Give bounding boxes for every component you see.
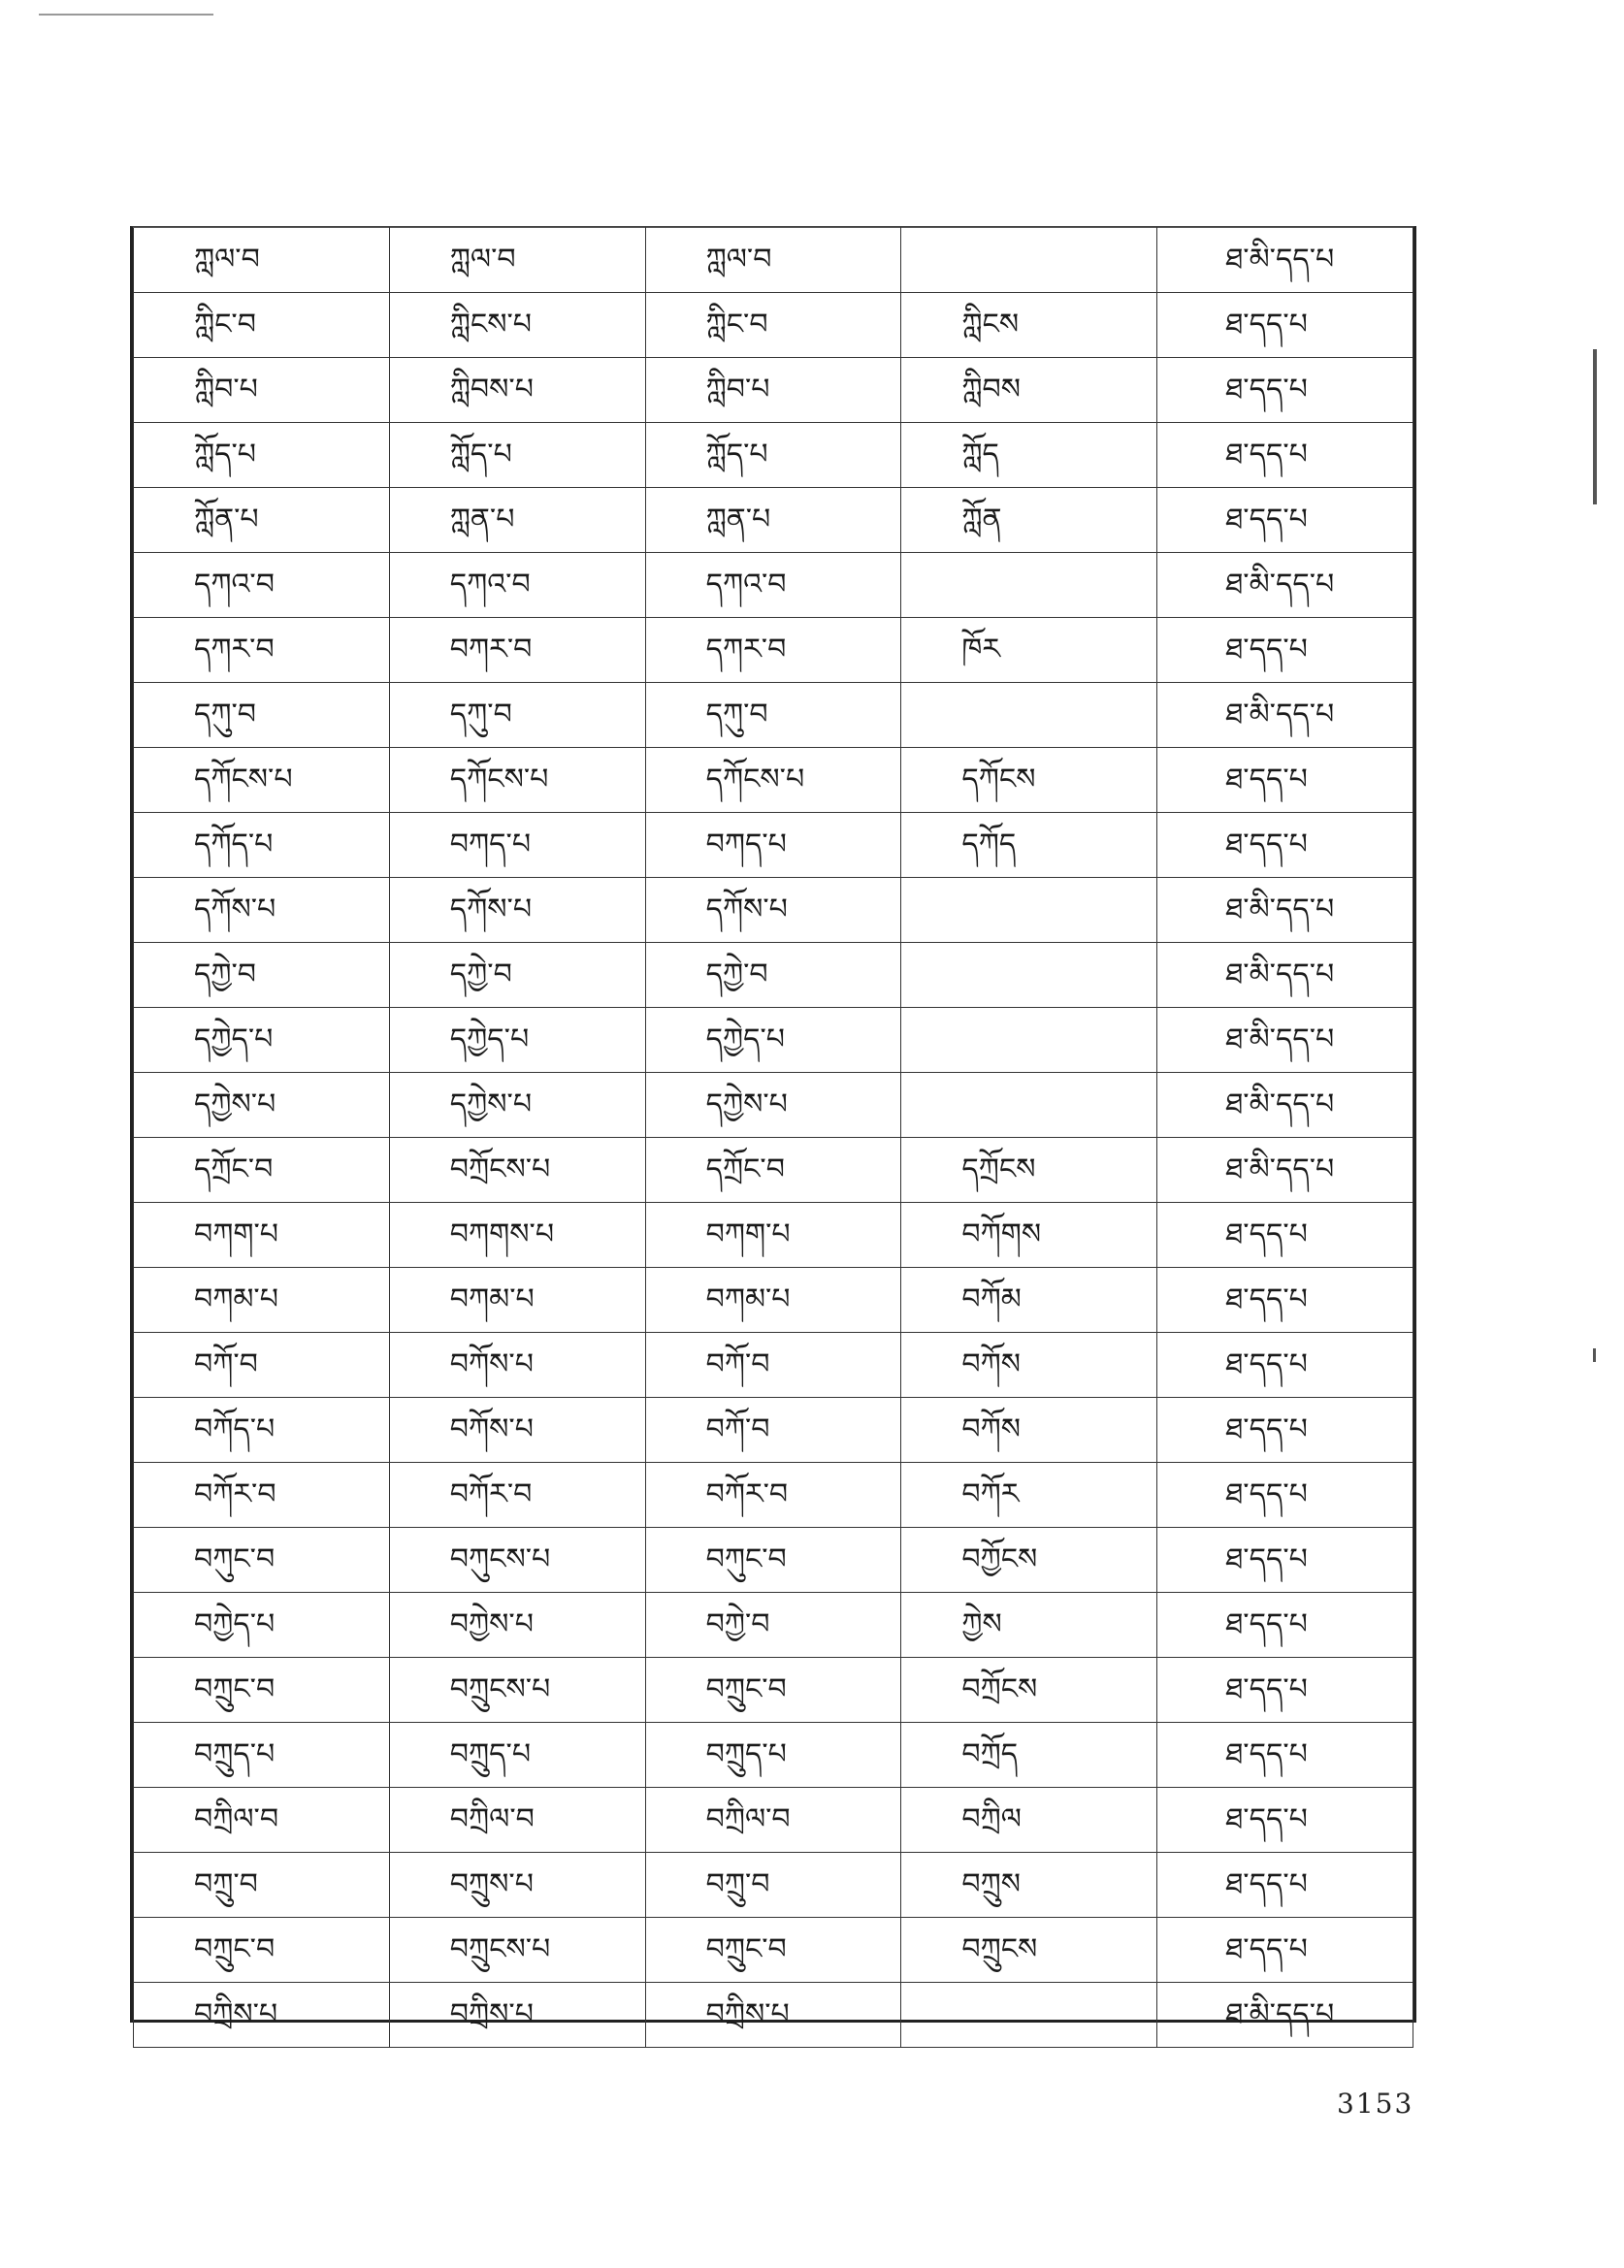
table-cell <box>901 1983 1157 2048</box>
table-cell: བཀྱེད་པ <box>134 1593 390 1658</box>
table-cell: དཀོས་པ <box>134 878 390 943</box>
table-cell: ཐ་མི་དད་པ <box>1157 1138 1413 1203</box>
table-cell: དཀོངས་པ <box>134 748 390 813</box>
table-cell: བཀྲུང་བ <box>134 1918 390 1983</box>
table-cell: ཐ་དད་པ <box>1157 813 1413 878</box>
table-cell: བཀྲིལ་བ <box>134 1788 390 1853</box>
table-cell <box>901 943 1157 1008</box>
table-cell: དཀྱེད་པ <box>389 1008 645 1073</box>
table-cell: དཀྱེད་པ <box>645 1008 901 1073</box>
table-cell: ཐ་མི་དད་པ <box>1157 1073 1413 1138</box>
table-cell: བཀྲུ་བ <box>645 1853 901 1918</box>
table-cell: བཀྲུང་བ <box>645 1918 901 1983</box>
table-cell: བཀར་བ <box>389 618 645 683</box>
table-row <box>134 1008 1413 1073</box>
table-cell: ཐ་མི་དད་པ <box>1157 553 1413 618</box>
table-row <box>134 228 1413 293</box>
table-cell: བཀོ་བ <box>134 1333 390 1398</box>
table-cell: བཀག་པ <box>645 1203 901 1268</box>
table-cell: དཀར་བ <box>645 618 901 683</box>
table-cell: བཀོས <box>901 1333 1157 1398</box>
verb-table <box>133 227 1413 2048</box>
table-cell: ཀླིང་བ <box>645 293 901 358</box>
table-cell: བཀག་པ <box>134 1203 390 1268</box>
table-cell: ཐ་མི་དད་པ <box>1157 228 1413 293</box>
table-cell: དཀོས་པ <box>389 878 645 943</box>
table-row <box>134 1463 1413 1528</box>
table-cell: ཐ་དད་པ <box>1157 488 1413 553</box>
table-cell: དཀུ་བ <box>645 683 901 748</box>
table-cell: བཀོར་བ <box>134 1463 390 1528</box>
table-cell: བཀྲོངས <box>901 1658 1157 1723</box>
table-cell: བཀོས <box>901 1398 1157 1463</box>
table-cell: བཀོར་བ <box>389 1463 645 1528</box>
table-cell: བཀྲོད <box>901 1723 1157 1788</box>
table-cell: དཀྱེས་པ <box>645 1073 901 1138</box>
table-cell: ཐ་དད་པ <box>1157 748 1413 813</box>
table-cell: ཀླལ་བ <box>645 228 901 293</box>
table-row <box>134 488 1413 553</box>
table-cell: ཀླལ་བ <box>134 228 390 293</box>
table-row <box>134 1723 1413 1788</box>
table-cell: བཀྲུངས <box>901 1918 1157 1983</box>
table-cell: དཀྱེད་པ <box>134 1008 390 1073</box>
table-cell: བཀོད་པ <box>134 1398 390 1463</box>
table-cell: ཀླིབ་པ <box>134 358 390 423</box>
table-cell: བཀྲུངས་པ <box>389 1658 645 1723</box>
table-cell: བཀྲུངས་པ <box>389 1918 645 1983</box>
table-cell: བཀྱེ་བ <box>645 1593 901 1658</box>
table-row <box>134 1073 1413 1138</box>
table-cell: ཐ་དད་པ <box>1157 1463 1413 1528</box>
table-cell: ཐ་དད་པ <box>1157 1398 1413 1463</box>
table-row <box>134 1593 1413 1658</box>
table-cell: དཀུ་བ <box>389 683 645 748</box>
table-cell: དཀར་བ <box>134 618 390 683</box>
table-cell: དཀོད <box>901 813 1157 878</box>
table-row <box>134 1788 1413 1853</box>
table-cell: ཐ་དད་པ <box>1157 1723 1413 1788</box>
table-cell: བཀྲུས <box>901 1853 1157 1918</box>
table-cell <box>901 878 1157 943</box>
table-cell: ཐ་དད་པ <box>1157 1203 1413 1268</box>
table-row <box>134 1658 1413 1723</box>
verb-table-body <box>134 228 1413 2048</box>
table-cell: བཀོགས <box>901 1203 1157 1268</box>
table-cell: ཀྱེས <box>901 1593 1157 1658</box>
table-cell: ཐ་དད་པ <box>1157 1593 1413 1658</box>
table-row <box>134 878 1413 943</box>
table-cell: དཀའ་བ <box>389 553 645 618</box>
table-cell: བཀུང་བ <box>645 1528 901 1593</box>
table-row <box>134 1333 1413 1398</box>
table-cell: ཀློན <box>901 488 1157 553</box>
table-cell: ཐ་དད་པ <box>1157 618 1413 683</box>
table-cell: བཀོས་པ <box>389 1333 645 1398</box>
table-row <box>134 423 1413 488</box>
table-cell: བཀྲིས་པ <box>645 1983 901 2048</box>
table-row <box>134 813 1413 878</box>
table-cell: ཐ་མི་དད་པ <box>1157 878 1413 943</box>
table-cell: དཀོངས་པ <box>389 748 645 813</box>
table-cell: བཀྲིལ་བ <box>389 1788 645 1853</box>
table-cell: བཀད་པ <box>389 813 645 878</box>
table-cell: ཀླིངས <box>901 293 1157 358</box>
table-cell <box>901 553 1157 618</box>
table-cell: ཀླིབས <box>901 358 1157 423</box>
table-cell: དཀུ་བ <box>134 683 390 748</box>
table-cell <box>901 1073 1157 1138</box>
table-cell: དཀྱེ་བ <box>134 943 390 1008</box>
table-cell: ཀླལ་བ <box>389 228 645 293</box>
table-cell: བཀྱོངས <box>901 1528 1157 1593</box>
table-cell: བཀོ་བ <box>645 1398 901 1463</box>
table-cell: ཐ་མི་དད་པ <box>1157 943 1413 1008</box>
table-cell: བཀྲུང་བ <box>134 1658 390 1723</box>
table-cell: བཀོས་པ <box>389 1398 645 1463</box>
table-cell: ཀློད <box>901 423 1157 488</box>
table-cell: དཀོད་པ <box>134 813 390 878</box>
table-cell: བཀམ་པ <box>645 1268 901 1333</box>
table-cell: དཀྱེ་བ <box>645 943 901 1008</box>
table-cell: བཀྲོངས་པ <box>389 1138 645 1203</box>
table-cell: བཀྲུད་པ <box>389 1723 645 1788</box>
table-cell: བཀོར <box>901 1463 1157 1528</box>
table-row <box>134 1268 1413 1333</box>
table-cell: དཀའ་བ <box>645 553 901 618</box>
table-cell: བཀོར་བ <box>645 1463 901 1528</box>
table-cell: ཀློད་པ <box>645 423 901 488</box>
table-cell: བཀོ་བ <box>645 1333 901 1398</box>
table-cell: ཀླིབ་པ <box>645 358 901 423</box>
table-row <box>134 553 1413 618</box>
table-cell: ཐ་མི་དད་པ <box>1157 1008 1413 1073</box>
table-cell: དཀའ་བ <box>134 553 390 618</box>
table-row <box>134 1398 1413 1463</box>
table-cell: བཀུང་བ <box>134 1528 390 1593</box>
table-cell: ཐ་དད་པ <box>1157 293 1413 358</box>
table-cell: བཀྲུད་པ <box>134 1723 390 1788</box>
table-cell: ཀློད་པ <box>389 423 645 488</box>
table-cell: ཐ་མི་དད་པ <box>1157 683 1413 748</box>
table-cell: ཀླན་པ <box>645 488 901 553</box>
table-cell: ཐ་དད་པ <box>1157 1918 1413 1983</box>
table-cell: བཀྲུད་པ <box>645 1723 901 1788</box>
table-cell: ཐ་དད་པ <box>1157 1528 1413 1593</box>
page-number: 3153 <box>1337 2088 1414 2120</box>
table-cell: བཀད་པ <box>645 813 901 878</box>
table-cell: ཀློད་པ <box>134 423 390 488</box>
table-cell: དཀྲོང་བ <box>645 1138 901 1203</box>
table-row <box>134 358 1413 423</box>
table-cell: ཀླིབས་པ <box>389 358 645 423</box>
table-cell: བཀྲིལ <box>901 1788 1157 1853</box>
table-cell: ཀླིང་བ <box>134 293 390 358</box>
table-cell: བཀམ་པ <box>389 1268 645 1333</box>
table-cell: ཐ་དད་པ <box>1157 423 1413 488</box>
table-cell: དཀོས་པ <box>645 878 901 943</box>
table-row <box>134 1528 1413 1593</box>
table-cell: བཀུངས་པ <box>389 1528 645 1593</box>
table-cell: དཀོངས་པ <box>645 748 901 813</box>
table-cell <box>901 228 1157 293</box>
table-row <box>134 293 1413 358</box>
table-cell: དཀྲོངས <box>901 1138 1157 1203</box>
table-cell: ཀླན་པ <box>389 488 645 553</box>
table-cell: དཀྱེ་བ <box>389 943 645 1008</box>
scan-artifact-right-edge <box>1593 349 1597 504</box>
table-cell: ཐ་དད་པ <box>1157 1333 1413 1398</box>
table-cell: ཁོར <box>901 618 1157 683</box>
table-row <box>134 748 1413 813</box>
table-cell: ཐ་མི་དད་པ <box>1157 1983 1413 2048</box>
table-cell: ཐ་དད་པ <box>1157 1658 1413 1723</box>
table-cell: ཀླིངས་པ <box>389 293 645 358</box>
table-cell: དཀྱེས་པ <box>389 1073 645 1138</box>
table-row <box>134 1918 1413 1983</box>
table-cell: དཀྱེས་པ <box>134 1073 390 1138</box>
table-cell: དཀོངས <box>901 748 1157 813</box>
table-cell: བཀྲིས་པ <box>389 1983 645 2048</box>
table-cell: ཐ་དད་པ <box>1157 358 1413 423</box>
table-cell: བཀྲུ་བ <box>134 1853 390 1918</box>
table-cell: ཐ་དད་པ <box>1157 1788 1413 1853</box>
table-row <box>134 1853 1413 1918</box>
table-row <box>134 683 1413 748</box>
table-cell: ཀློན་པ <box>134 488 390 553</box>
table-row <box>134 618 1413 683</box>
table-cell: བཀྲིས་པ <box>134 1983 390 2048</box>
table-cell: བཀོམ <box>901 1268 1157 1333</box>
table-cell: བཀམ་པ <box>134 1268 390 1333</box>
table-cell <box>901 1008 1157 1073</box>
table-cell: བཀྲུས་པ <box>389 1853 645 1918</box>
table-row <box>134 1203 1413 1268</box>
scan-artifact-top-left <box>39 14 213 16</box>
scan-artifact-right-edge-lower <box>1593 1348 1596 1362</box>
table-row <box>134 1983 1413 2048</box>
table-cell: བཀགས་པ <box>389 1203 645 1268</box>
table-row <box>134 1138 1413 1203</box>
table-cell: བཀྱེས་པ <box>389 1593 645 1658</box>
table-cell: ཐ་དད་པ <box>1157 1268 1413 1333</box>
table-cell <box>901 683 1157 748</box>
table-cell: དཀྲོང་བ <box>134 1138 390 1203</box>
table-cell: ཐ་དད་པ <box>1157 1853 1413 1918</box>
table-row <box>134 943 1413 1008</box>
verb-table-frame <box>130 226 1416 2031</box>
table-cell: བཀྲུང་བ <box>645 1658 901 1723</box>
table-cell: བཀྲིལ་བ <box>645 1788 901 1853</box>
